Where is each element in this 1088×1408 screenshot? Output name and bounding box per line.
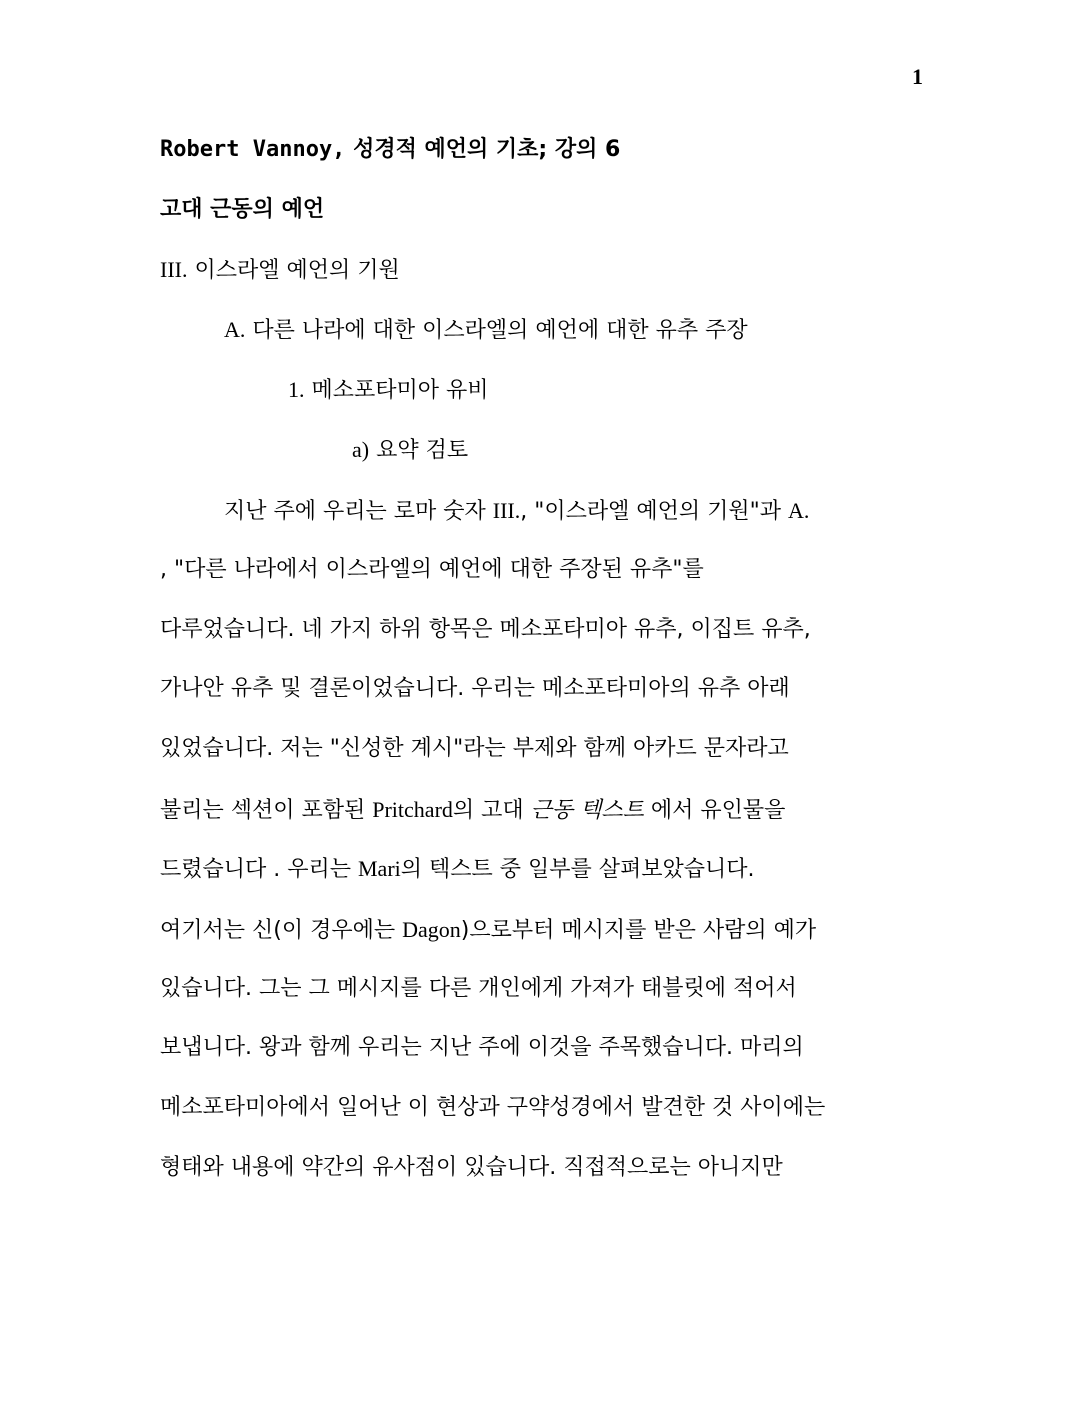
page-number: 1 [912,64,923,89]
outline-item-a [224,315,748,346]
body-line-7-a: 드렸습니다 . 우리는 [160,857,358,882]
outline-item-a2 [352,435,468,466]
outline-item-1-text: 메소포타미아 유비 [304,378,489,403]
body-line-6-e: 에서 유인물을 [643,798,786,823]
body-line-7-c: 의 텍스트 중 일부를 살펴보았습니다. [400,857,755,882]
body-line-8-c: )으로부터 메시지를 받은 사람의 예가 [460,918,817,943]
outline-item-1-number: 1. [288,377,305,402]
body-line-1-d: "이스라엘 예언의 기원"과 [534,499,788,524]
body-line-6 [160,795,785,826]
body-line-6-d: 근동 텍스트 [530,798,644,823]
body-line-1-a: 지난 주에 우리는 로마 숫자 [224,499,493,524]
title-author: Robert Vannoy, [160,137,346,162]
body-line-1-e: A. [787,498,810,523]
outline-section-number: III. [160,257,188,282]
title-rest: 성경적 예언의 기초; 강의 6 [345,137,621,162]
body-line-8-a: 여기서는 신(이 경우에는 [160,918,403,943]
lecture-subtitle: 고대 근동의 예언 [160,197,325,222]
body-line-3: 다루었습니다. 네 가지 하위 항목은 메소포타미아 유추, 이집트 유추, [160,617,811,642]
outline-item-a-number: A. [224,317,246,342]
outline-item-a-text: 다른 나라에 대한 이스라엘의 예언에 대한 유추 주장 [245,318,748,343]
body-line-4: 가나안 유추 및 결론이었습니다. 우리는 메소포타미아의 유추 아래 [160,676,790,701]
outline-item-1 [288,375,489,406]
lecture-title [160,135,620,165]
body-line-8 [160,915,816,946]
body-line-10: 보냅니다. 왕과 함께 우리는 지난 주에 이것을 주목했습니다. 마리의 [160,1035,804,1060]
body-line-12: 형태와 내용에 약간의 유사점이 있습니다. 직접적으로는 아니지만 [160,1155,783,1180]
body-line-1-c: , [520,499,535,524]
body-line-6-b: Pritchard [372,797,453,822]
outline-section-text: 이스라엘 예언의 기원 [187,258,400,283]
body-line-9: 있습니다. 그는 그 메시지를 다른 개인에게 가져가 태블릿에 적어서 [160,976,797,1001]
body-line-7-b: Mari [358,856,401,881]
body-line-1 [224,496,809,527]
outline-item-a2-text: 요약 검토 [369,438,469,463]
outline-section-iii [160,255,400,286]
body-line-6-c: 의 고대 [452,798,531,823]
body-line-2: , "다른 나라에서 이스라엘의 예언에 대한 주장된 유추"를 [160,557,704,582]
body-line-6-a: 불리는 섹션이 포함된 [160,798,373,823]
body-line-7 [160,854,755,885]
body-line-8-b: Dagon [402,917,461,942]
body-line-5: 있었습니다. 저는 "신성한 계시"라는 부제와 함께 아카드 문자라고 [160,736,789,761]
outline-item-a2-number: a) [352,437,370,462]
body-line-11: 메소포타미아에서 일어난 이 현상과 구약성경에서 발견한 것 사이에는 [160,1095,826,1120]
body-line-1-b: III. [492,498,521,523]
